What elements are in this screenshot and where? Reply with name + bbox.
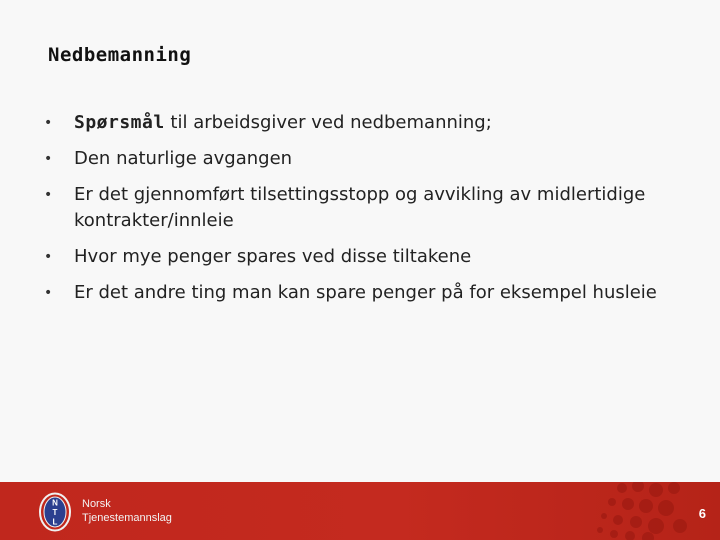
bullet-dot-icon: • [44, 151, 53, 167]
bullet-item [42, 280, 682, 306]
bullet-dot-icon: • [44, 115, 53, 131]
brand-line-1: Norsk [82, 498, 111, 510]
logo-letter-l: L [52, 517, 58, 527]
page-number: 6 [698, 506, 706, 521]
footer-band [0, 482, 720, 540]
bullet-list [42, 110, 682, 316]
bullet-text: Er det gjennomført tilsettingsstopp og avvikling av midlertidige kontrakter/innleie [74, 184, 646, 231]
bullet-dot-icon: • [44, 285, 53, 301]
bullet-item [42, 182, 682, 234]
brand-line-2: Tjenestemannslag [82, 512, 172, 524]
decorative-dots-icon [560, 482, 720, 540]
bullet-dot-icon: • [44, 249, 53, 265]
bullet-bold-text: Spørsmål [74, 112, 165, 133]
bullet-item [42, 146, 682, 172]
logo-letter-n: N [52, 498, 58, 508]
ntl-logo-icon [38, 492, 72, 532]
bullet-item [42, 244, 682, 270]
logo-letter-t: T [52, 508, 58, 517]
bullet-text: Hvor mye penger spares ved disse tiltakene [74, 246, 472, 267]
bullet-item [42, 110, 682, 136]
slide-title: Nedbemanning [48, 44, 192, 66]
bullet-text: Er det andre ting man kan spare penger på for eksempel husleie [74, 282, 657, 303]
brand-name [82, 497, 172, 525]
bullet-dot-icon: • [44, 187, 53, 203]
bullet-text: Den naturlige avgangen [74, 148, 293, 169]
bullet-text: til arbeidsgiver ved nedbemanning; [164, 112, 492, 133]
